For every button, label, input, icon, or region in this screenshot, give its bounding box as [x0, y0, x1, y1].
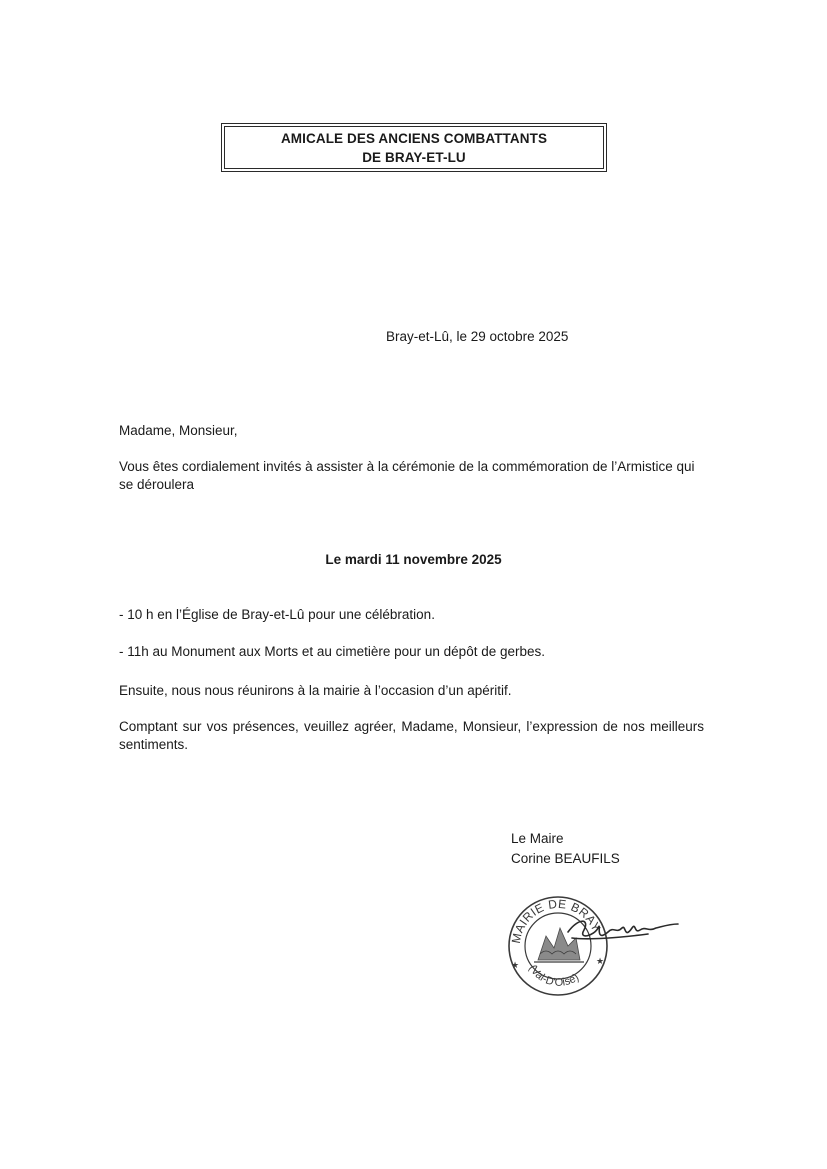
letterhead-line-1: AMICALE DES ANCIENS COMBATTANTS: [280, 131, 548, 146]
salutation: Madame, Monsieur,: [119, 423, 238, 438]
svg-text:★: ★: [511, 960, 520, 970]
after-paragraph: Ensuite, nous nous réunirons à la mairie à l’occasion d’un apéritif.: [119, 683, 512, 698]
letterhead-line-2: DE BRAY-ET-LU: [362, 150, 466, 165]
intro-paragraph: Vous êtes cordialement invités à assister à la cérémonie de la commémoration de l’Armistice qui se déroulera: [119, 459, 695, 492]
place-date: Bray-et-Lû, le 29 octobre 2025: [386, 329, 569, 344]
handwritten-signature-icon: [568, 921, 678, 939]
letterhead-box: [221, 123, 607, 172]
closing-paragraph: Comptant sur vos présences, veuillez agréer, Madame, Monsieur, l’expression de nos meilleurs sentiments.: [119, 719, 704, 752]
svg-text:★: ★: [596, 956, 605, 966]
signatory-role: Le Maire: [511, 831, 564, 846]
signatory-name: Corine BEAUFILS: [511, 851, 620, 866]
event-date: Le mardi 11 novembre 2025: [325, 552, 502, 567]
schedule-item-church: - 10 h en l’Église de Bray-et-Lû pour une célébration.: [119, 607, 435, 622]
svg-text:(Val-D'Oise): (Val-D'Oise): [526, 962, 582, 989]
schedule-item-monument: - 11h au Monument aux Morts et au cimetière pour un dépôt de gerbes.: [119, 644, 545, 659]
official-seal-icon: [509, 897, 607, 995]
mayor-stamp-and-signature: [498, 888, 688, 998]
svg-text:MAIRIE DE BRAY: MAIRIE DE BRAY: [508, 896, 604, 945]
